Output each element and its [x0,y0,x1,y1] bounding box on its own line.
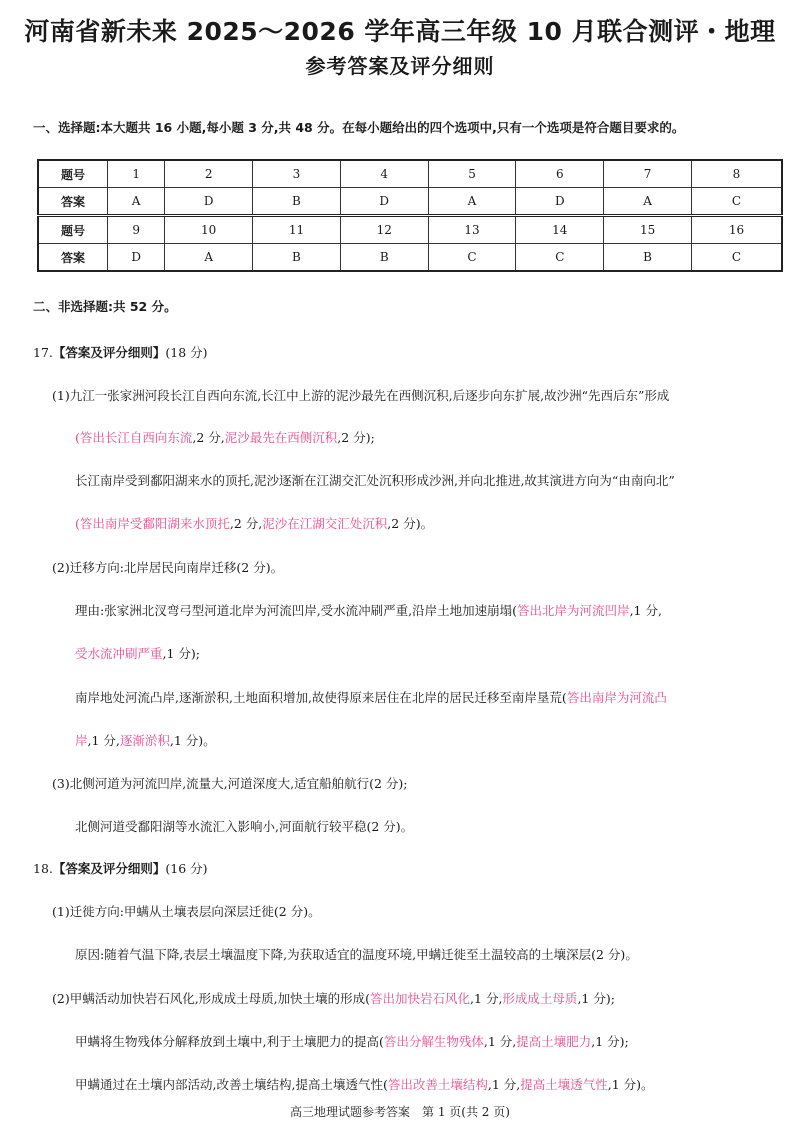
q18-part2-line2: 甲螨将生物残体分解释放到土壤中,利于土壤肥力的提高(答出分解生物残体,1 分,提高土壤肥力,1 分); [75,1034,629,1049]
q18-label: 【答案及评分细则】 [52,861,166,876]
q17-number: 17. [33,345,53,360]
q17-part1-line1: (1)九江一张家洲河段长江自西向东流,长江中上游的泥沙最先在西侧沉积,后逐步向东扩展,故沙洲“先西后东”形成 [52,388,670,403]
question-number: 5 [428,160,516,188]
section-1-heading: 一、选择题:本大题共 16 小题,每小题 3 分,共 48 分。在每小题给出的四个选项中,只有一个选项是符合题目要求的。 [33,120,685,135]
q17-heading [33,343,208,361]
question-number: 3 [253,160,341,188]
table-row [38,188,782,216]
answer-cell: D [516,188,604,216]
q17-part2-reason2-cont: 岸,1 分,逐渐淤积,1 分)。 [75,733,216,748]
answer-cell: D [165,188,253,216]
question-number: 9 [108,216,165,244]
scoring-keypoint: 答出南岸为河流凸 [566,690,667,705]
q17-score: (18 分) [165,345,208,360]
q17-part3-line2: 北侧河道受鄱阳湖等水流汇入影响小,河面航行较平稳(2 分)。 [75,819,414,834]
answer-cell: B [604,244,692,272]
section-2-heading: 二、非选择题:共 52 分。 [33,299,177,314]
answer-label: 答案 [38,244,108,272]
scoring-keypoint: 提高土壤肥力 [516,1034,592,1049]
answer-cell: D [340,188,428,216]
q17-part2-reason1: 理由:张家洲北汊弯弓型河道北岸为河流凹岸,受水流冲刷严重,沿岸土地加速崩塌(答出北岸为河流凹岸,1 分, [75,603,662,618]
q17-part1-scoring2: (答出南岸受鄱阳湖来水顶托,2 分,泥沙在江湖交汇处沉积,2 分)。 [75,516,434,531]
answer-cell: B [253,188,341,216]
q18-part1-direction: (1)迁徙方向:甲螨从土壤表层向深层迁徙(2 分)。 [52,904,321,919]
q18-part2-line3: 甲螨通过在土壤内部活动,改善土壤结构,提高土壤透气性(答出改善土壤结构,1 分,提高土壤透气性,1 分)。 [75,1077,654,1092]
page-footer: 高三地理试题参考答案 第 1 页(共 2 页) [290,1105,510,1119]
scoring-keypoint: 岸 [75,733,88,748]
question-number: 15 [604,216,692,244]
scoring-keypoint: 提高土壤透气性 [520,1077,608,1092]
q18-heading [33,859,208,877]
question-number: 16 [691,216,782,244]
q17-label: 【答案及评分细则】 [52,345,166,360]
scoring-keypoint: 逐渐淤积 [119,733,170,748]
question-number: 10 [165,216,253,244]
page-title: 河南省新未来 2025～2026 学年高三年级 10 月联合测评・地理 [24,17,776,46]
page-subtitle: 参考答案及评分细则 [305,54,495,78]
table-row [38,160,782,188]
question-number: 11 [253,216,341,244]
q18-part2-line1: (2)甲螨活动加快岩石风化,形成成土母质,加快土壤的形成(答出加快岩石风化,1 分,形成成土母质,1 分); [52,991,615,1006]
question-number: 4 [340,160,428,188]
q18-number: 18. [33,861,53,876]
answer-cell: C [691,244,782,272]
scoring-keypoint: 答出长江自西向东流 [79,430,193,445]
scoring-keypoint: 答出北岸为河流凹岸 [517,603,630,618]
question-number: 12 [340,216,428,244]
q17-part1-line2: 长江南岸受到鄱阳湖来水的顶托,泥沙逐渐在江湖交汇处沉积形成沙洲,并向北推进,故其演进方向为“由南向北” [75,473,675,488]
q17-part2-reason2: 南岸地处河流凸岸,逐渐淤积,土地面积增加,故使得原来居住在北岸的居民迁移至南岸垦荒(答出南岸为河流凸 [75,690,667,705]
scoring-keypoint: 泥沙最先在西侧沉积 [224,430,338,445]
q17-part3-line1: (3)北侧河道为河流凹岸,流量大,河道深度大,适宜船舶航行(2 分); [52,776,408,791]
answer-label: 答案 [38,188,108,216]
answer-cell: A [604,188,692,216]
question-number-label: 题号 [38,216,108,244]
answer-cell: D [108,244,165,272]
q18-part1-reason: 原因:随着气温下降,表层土壤温度下降,为获取适宜的温度环境,甲螨迁徙至土温较高的土壤深层(2 分)。 [75,947,638,962]
answer-table [37,159,783,272]
answer-cell: A [165,244,253,272]
question-number: 7 [604,160,692,188]
question-number: 8 [691,160,782,188]
question-number: 1 [108,160,165,188]
table-row [38,244,782,272]
scoring-keypoint: 形成成土母质 [502,991,578,1006]
question-number: 13 [428,216,516,244]
scoring-keypoint: 答出加快岩石风化 [370,991,471,1006]
answer-cell: A [108,188,165,216]
table-row [38,216,782,244]
scoring-keypoint: 受水流冲刷严重 [75,646,163,661]
scoring-keypoint: 答出改善土壤结构 [387,1077,488,1092]
question-number: 2 [165,160,253,188]
q17-part1-scoring1: (答出长江自西向东流,2 分,泥沙最先在西侧沉积,2 分); [75,430,375,445]
question-number-label: 题号 [38,160,108,188]
scoring-keypoint: 答出南岸受鄱阳湖来水顶托 [79,516,230,531]
answer-cell: C [428,244,516,272]
answer-cell: C [691,188,782,216]
question-number: 14 [516,216,604,244]
answer-cell: C [516,244,604,272]
answer-cell: B [253,244,341,272]
q17-part2-reason1-cont: 受水流冲刷严重,1 分); [75,646,201,661]
scoring-keypoint: 泥沙在江湖交汇处沉积 [262,516,388,531]
answer-cell: A [428,188,516,216]
q18-score: (16 分) [165,861,208,876]
question-number: 6 [516,160,604,188]
answer-cell: B [340,244,428,272]
scoring-keypoint: 答出分解生物残体 [383,1034,484,1049]
q17-part2-direction: (2)迁移方向:北岸居民向南岸迁移(2 分)。 [52,560,284,575]
